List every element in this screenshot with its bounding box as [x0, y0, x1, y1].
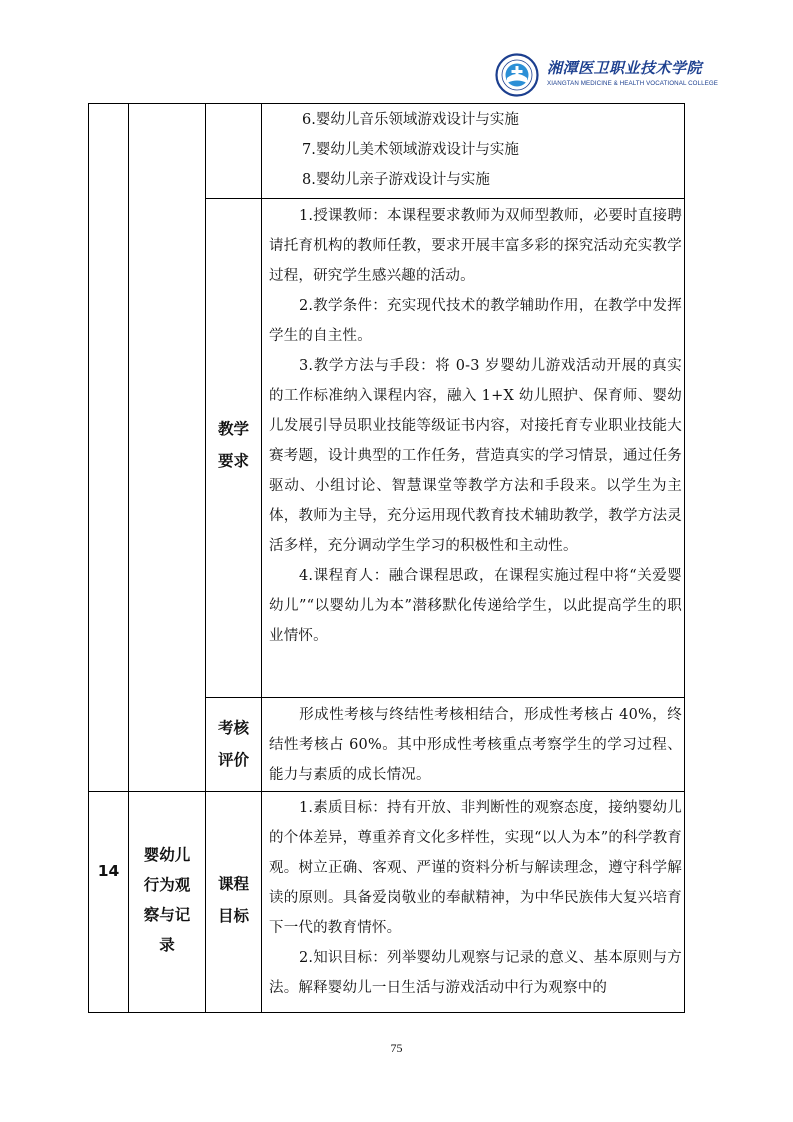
course-goal-label: 课程 目标 [217, 875, 249, 925]
paragraph: 1.素质目标：持有开放、非判断性的观察态度，接纳婴幼儿的个体差异，尊重养育文化多样性，实现“以人为本”的科学教育观。树立正确、客观、严谨的资料分析与解读理念，遵守科学解读的原则。具备爱岗敬业的奉献精神，为中华民族伟大复兴培育下一代的教育情怀。 [269, 800, 682, 936]
paragraph: 1.授课教师：本课程要求教师为双师型教师，必要时直接聘请托育机构的教师任教，要求开展丰富多彩的探究活动充实教学过程，研究学生感兴趣的活动。 [269, 208, 682, 284]
paragraph: 形成性考核与终结性考核相结合，形成性考核占 40%，终结性考核占 60%。其中形成性考核重点考察学生的学习过程、能力与素质的成长情况。 [269, 707, 682, 783]
paragraph: 2.教学条件：充实现代技术的教学辅助作用，在教学中发挥学生的自主性。 [269, 298, 682, 344]
paragraph: 2.知识目标：列举婴幼儿观察与记录的意义、基本原则与方法。解释婴幼儿一日生活与游戏活动中行为观察中的 [269, 950, 682, 996]
list-item: 8.婴幼儿亲子游戏设计与实施 [302, 172, 490, 188]
college-emblem-icon [495, 53, 539, 97]
course-name: 婴幼儿 行为观 察与记 录 [143, 846, 191, 954]
list-item: 6.婴幼儿音乐领域游戏设计与实施 [302, 112, 519, 128]
paragraph: 3.教学方法与手段：将 0-3 岁婴幼儿游戏活动开展的真实的工作标准纳入课程内容，融入 1+X 幼儿照护、保育师、婴幼儿发展引导员职业技能等级证书内容，对接托育专业职业技能大赛考题，设计典型的工作任务，营造真实的学习情景，通过任务驱动、小组讨论、智慧课堂等教学方法和手段来。以学生为主体，教师为主导，充分运用现代教育技术辅助教学，教学方法灵活多样，充分调动学生学习的积极性和主动性。 [269, 358, 682, 554]
college-logo [495, 53, 719, 99]
course-number: 14 [97, 862, 120, 880]
course-goal-content [269, 793, 682, 1003]
teaching-requirements-content [269, 201, 682, 651]
assessment-content [269, 700, 682, 790]
teaching-requirements-label: 教学 要求 [217, 420, 249, 470]
assessment-label: 考核 评价 [217, 719, 249, 769]
college-name-en: XIANGTAN MEDICINE & HEALTH VOCATIONAL COLLEGE [547, 80, 719, 87]
page-number: 75 [390, 1041, 403, 1055]
college-name-cn: 湘潭医卫职业技术学院 [547, 59, 703, 77]
list-item: 7.婴幼儿美术领域游戏设计与实施 [302, 142, 519, 158]
paragraph: 4.课程育人：融合课程思政，在课程实施过程中将“关爱婴幼儿”“以婴幼儿为本”潜移默化传递给学生，以此提高学生的职业情怀。 [269, 568, 682, 644]
